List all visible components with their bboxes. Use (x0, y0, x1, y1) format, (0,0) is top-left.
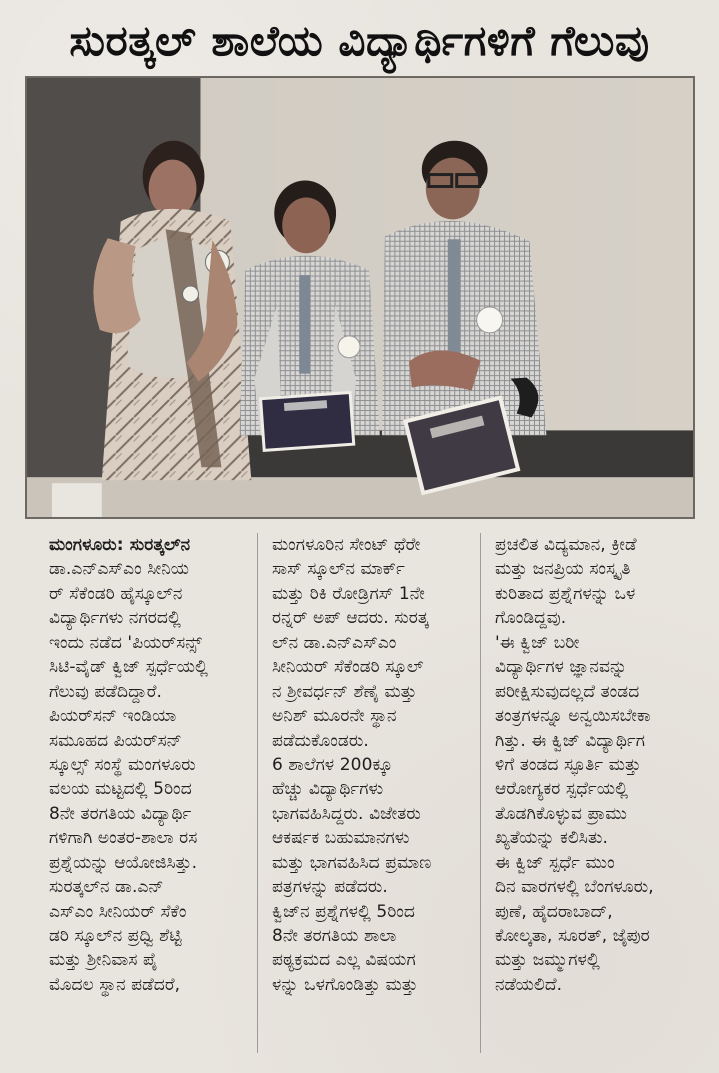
article-line: ರನ್ನರ್ ಅಪ್ ಆದರು. ಸುರತ್ಕ (272, 608, 429, 629)
headline: ಸುರತ್ಕಲ್ ಶಾಲೆಯ ವಿದ್ಯಾರ್ಥಿಗಳಿಗೆ ಗೆಲುವು (69, 16, 650, 65)
article-line: ಸಿಟಿ-ವೈಡ್ ಕ್ವಿಜ್ ಸ್ಪರ್ಧೆಯಲ್ಲಿ (49, 657, 208, 678)
article-line: ನಡೆಯಲಿದೆ. (495, 974, 563, 995)
column-separator (480, 533, 481, 1053)
article-line: ವಲಯ ಮಟ್ಟದಲ್ಲಿ 5ರಿಂದ (49, 779, 192, 800)
article-line: ವಿದ್ಯಾರ್ಥಿಗಳು ನಗರದಲ್ಲಿ (49, 608, 181, 629)
event-photo-illustration (26, 77, 694, 518)
article-line: ಸೀನಿಯರ್ ಸೆಕೆಂಡರಿ ಸ್ಕೂಲ್ (272, 657, 424, 678)
article-line: ಗಳಿಗಾಗಿ ಅಂತರ-ಶಾಲಾ ರಸ (49, 828, 198, 849)
article-line: ಳಿಗೆ ತಂಡದ ಸ್ಫೂರ್ತಿ ಮತ್ತು (495, 754, 641, 775)
article-line: ಪಿಯರ್‌ಸನ್ ಇಂಡಿಯಾ (49, 706, 177, 727)
article-line: ತಂತ್ರಗಳನ್ನೂ ಅನ್ವಯಿಸಬೇಕಾ (495, 706, 651, 727)
article-line: 'ಈ ಕ್ವಿಜ್ ಬರೀ (495, 632, 580, 653)
article-line: ಅನಿಶ್ ಮೂರನೇ ಸ್ಥಾನ (272, 706, 397, 727)
article-line: ವಿದ್ಯಾರ್ಥಿಗಳ ಜ್ಞಾನವನ್ನು (495, 657, 628, 678)
article-line: ಗಿತ್ತು. ಈ ಕ್ವಿಜ್ ವಿದ್ಯಾರ್ಥಿಗ (495, 730, 646, 751)
article-line: ನ ಶ್ರೀವರ್ಧನ್ ಶೆಣೈ ಮತ್ತು (272, 681, 417, 702)
article-line: ಇಂದು ನಡೆದ 'ಪಿಯರ್‌ಸನ್ಸ್ (49, 632, 202, 653)
article-line: ರ್ ಸೆಕೆಂಡರಿ ಹೈಸ್ಕೂಲ್‌ನ (49, 583, 183, 604)
article-line: ಮೊದಲ ಸ್ಥಾನ ಪಡೆದರೆ, (49, 974, 181, 995)
article-line: ಖ್ಯತೆಯನ್ನು ಕಲಿಸಿತು. (495, 828, 608, 849)
article-line: ಪಡೆದುಕೊಂಡರು. (272, 730, 369, 751)
article-line: ತೊಡಗಿಕೊಳ್ಳುವ ಪ್ರಾಮು (495, 803, 627, 824)
article-line: ಡಾ.ಎನ್‌ಎಸ್‌ಎಂ ಸೀನಿಯ (49, 559, 190, 580)
article-line: 6 ಶಾಲೆಗಳ 200ಕ್ಕೂ (272, 754, 393, 775)
article-line: ಮತ್ತು ಜನಪ್ರಿಯ ಸಂಸ್ಕೃತಿ (495, 559, 631, 580)
article-line: ಮತ್ತು ಜಮ್ಮುಗಳಲ್ಲಿ (495, 950, 600, 971)
article-line: ಮಂಗಳೂರಿನ ಸೇಂಟ್ ಥೆರೇ (272, 535, 421, 555)
article-line: 8ನೇ ತರಗತಿಯ ವಿದ್ಯಾರ್ಥಿ (49, 803, 192, 824)
article-line: ಕುರಿತಾದ ಪ್ರಶ್ನೆಗಳನ್ನು ಒಳ (495, 583, 636, 604)
article-line: ಪತ್ರಗಳನ್ನು ಪಡೆದರು. (272, 877, 388, 898)
article-line: ಮತ್ತು ಭಾಗವಹಿಸಿದ ಪ್ರಮಾಣ (272, 852, 432, 873)
article-line: ಮತ್ತು ರಿಕಿ ರೋಡ್ರಿಗಸ್ 1ನೇ (272, 583, 425, 604)
article-line: ಪಠ್ಯಕ್ರಮದ ಎಲ್ಲ ವಿಷಯಗ (272, 950, 416, 971)
article-line: ಪ್ರಶ್ನೆಯನ್ನು ಆಯೋಜಿಸಿತ್ತು. (49, 852, 198, 873)
article-line: ಈ ಕ್ವಿಜ್ ಸ್ಪರ್ಧೆ ಮುಂ (495, 852, 615, 873)
article-column-1 (49, 533, 235, 1053)
article-line: ಆರೋಗ್ಯಕರ ಸ್ಪರ್ಧೆಯಲ್ಲಿ (495, 779, 629, 800)
article-line: ಕೋಲ್ಕತಾ, ಸೂರತ್, ಜೈಪುರ (495, 926, 650, 946)
article-body (49, 533, 699, 1053)
article-line: ಭಾಗವಹಿಸಿದ್ದರು. ವಿಜೇತರು (272, 803, 421, 824)
article-line: ಸ್ಕೂಲ್ಸ್ ಸಂಸ್ಥೆ ಮಂಗಳೂರು (49, 754, 196, 775)
article-column-2 (272, 533, 458, 1053)
article-line: ಸುರತ್ಕಲ್‌ನ ಡಾ.ಎನ್ (49, 877, 164, 898)
article-line: ಪರೀಕ್ಷಿಸುವುದಲ್ಲದೆ ತಂಡದ (495, 681, 640, 702)
article-line: 8ನೇ ತರಗತಿಯ ಶಾಲಾ (272, 926, 397, 946)
article-line: ಸಾಸ್ ಸ್ಕೂಲ್‌ನ ಮಾರ್ಕ್ (272, 559, 405, 580)
article-line: ಡರಿ ಸ್ಕೂಲ್‌ನ ಪ್ರಧ್ವಿ ಶೆಟ್ಟಿ (49, 926, 182, 946)
article-line: ಗೊಂಡಿದ್ದವು. (495, 608, 567, 629)
article-line: ಮತ್ತು ಶ್ರೀನಿವಾಸ ಪೈ (49, 950, 158, 971)
article-line: ಕ್ವಿಜ್‌ನ ಪ್ರಶ್ನೆಗಳಲ್ಲಿ 5ರಿಂದ (272, 901, 416, 922)
article-line: ಸಮೂಹದ ಪಿಯರ್‌ಸನ್ (49, 730, 182, 751)
article-line: ಪುಣೆ, ಹೈದರಾಬಾದ್, (495, 901, 613, 922)
article-line: ಲ್‌ನ ಡಾ.ಎನ್‌ಎಸ್‌ಎಂ (272, 632, 397, 653)
article-line: ದಿನ ವಾರಗಳಲ್ಲಿ ಬೆಂಗಳೂರು, (495, 877, 654, 898)
article-line: ಎಸ್‌ಎಂ ಸೀನಿಯರ್ ಸೆಕೆಂ (49, 901, 187, 922)
article-column-3 (495, 533, 681, 1053)
article-line: ಆಕರ್ಷಕ ಬಹುಮಾನಗಳು (272, 828, 410, 849)
article-line: ಮಂಗಳೂರು: ಸುರತ್ಕಲ್‌ನ (49, 535, 191, 555)
article-line: ಹೆಚ್ಚು ವಿದ್ಯಾರ್ಥಿಗಳು (272, 779, 384, 800)
article-line: ಪ್ರಚಲಿತ ವಿದ್ಯಮಾನ, ಕ್ರೀಡೆ (495, 535, 637, 555)
article-line: ಳನ್ನು ಒಳಗೊಂಡಿತ್ತು ಮತ್ತು (272, 974, 418, 995)
article-line: ಗೆಲುವು ಪಡೆದಿದ್ದಾರೆ. (49, 681, 163, 702)
photo (25, 76, 695, 519)
column-separator (257, 533, 258, 1053)
